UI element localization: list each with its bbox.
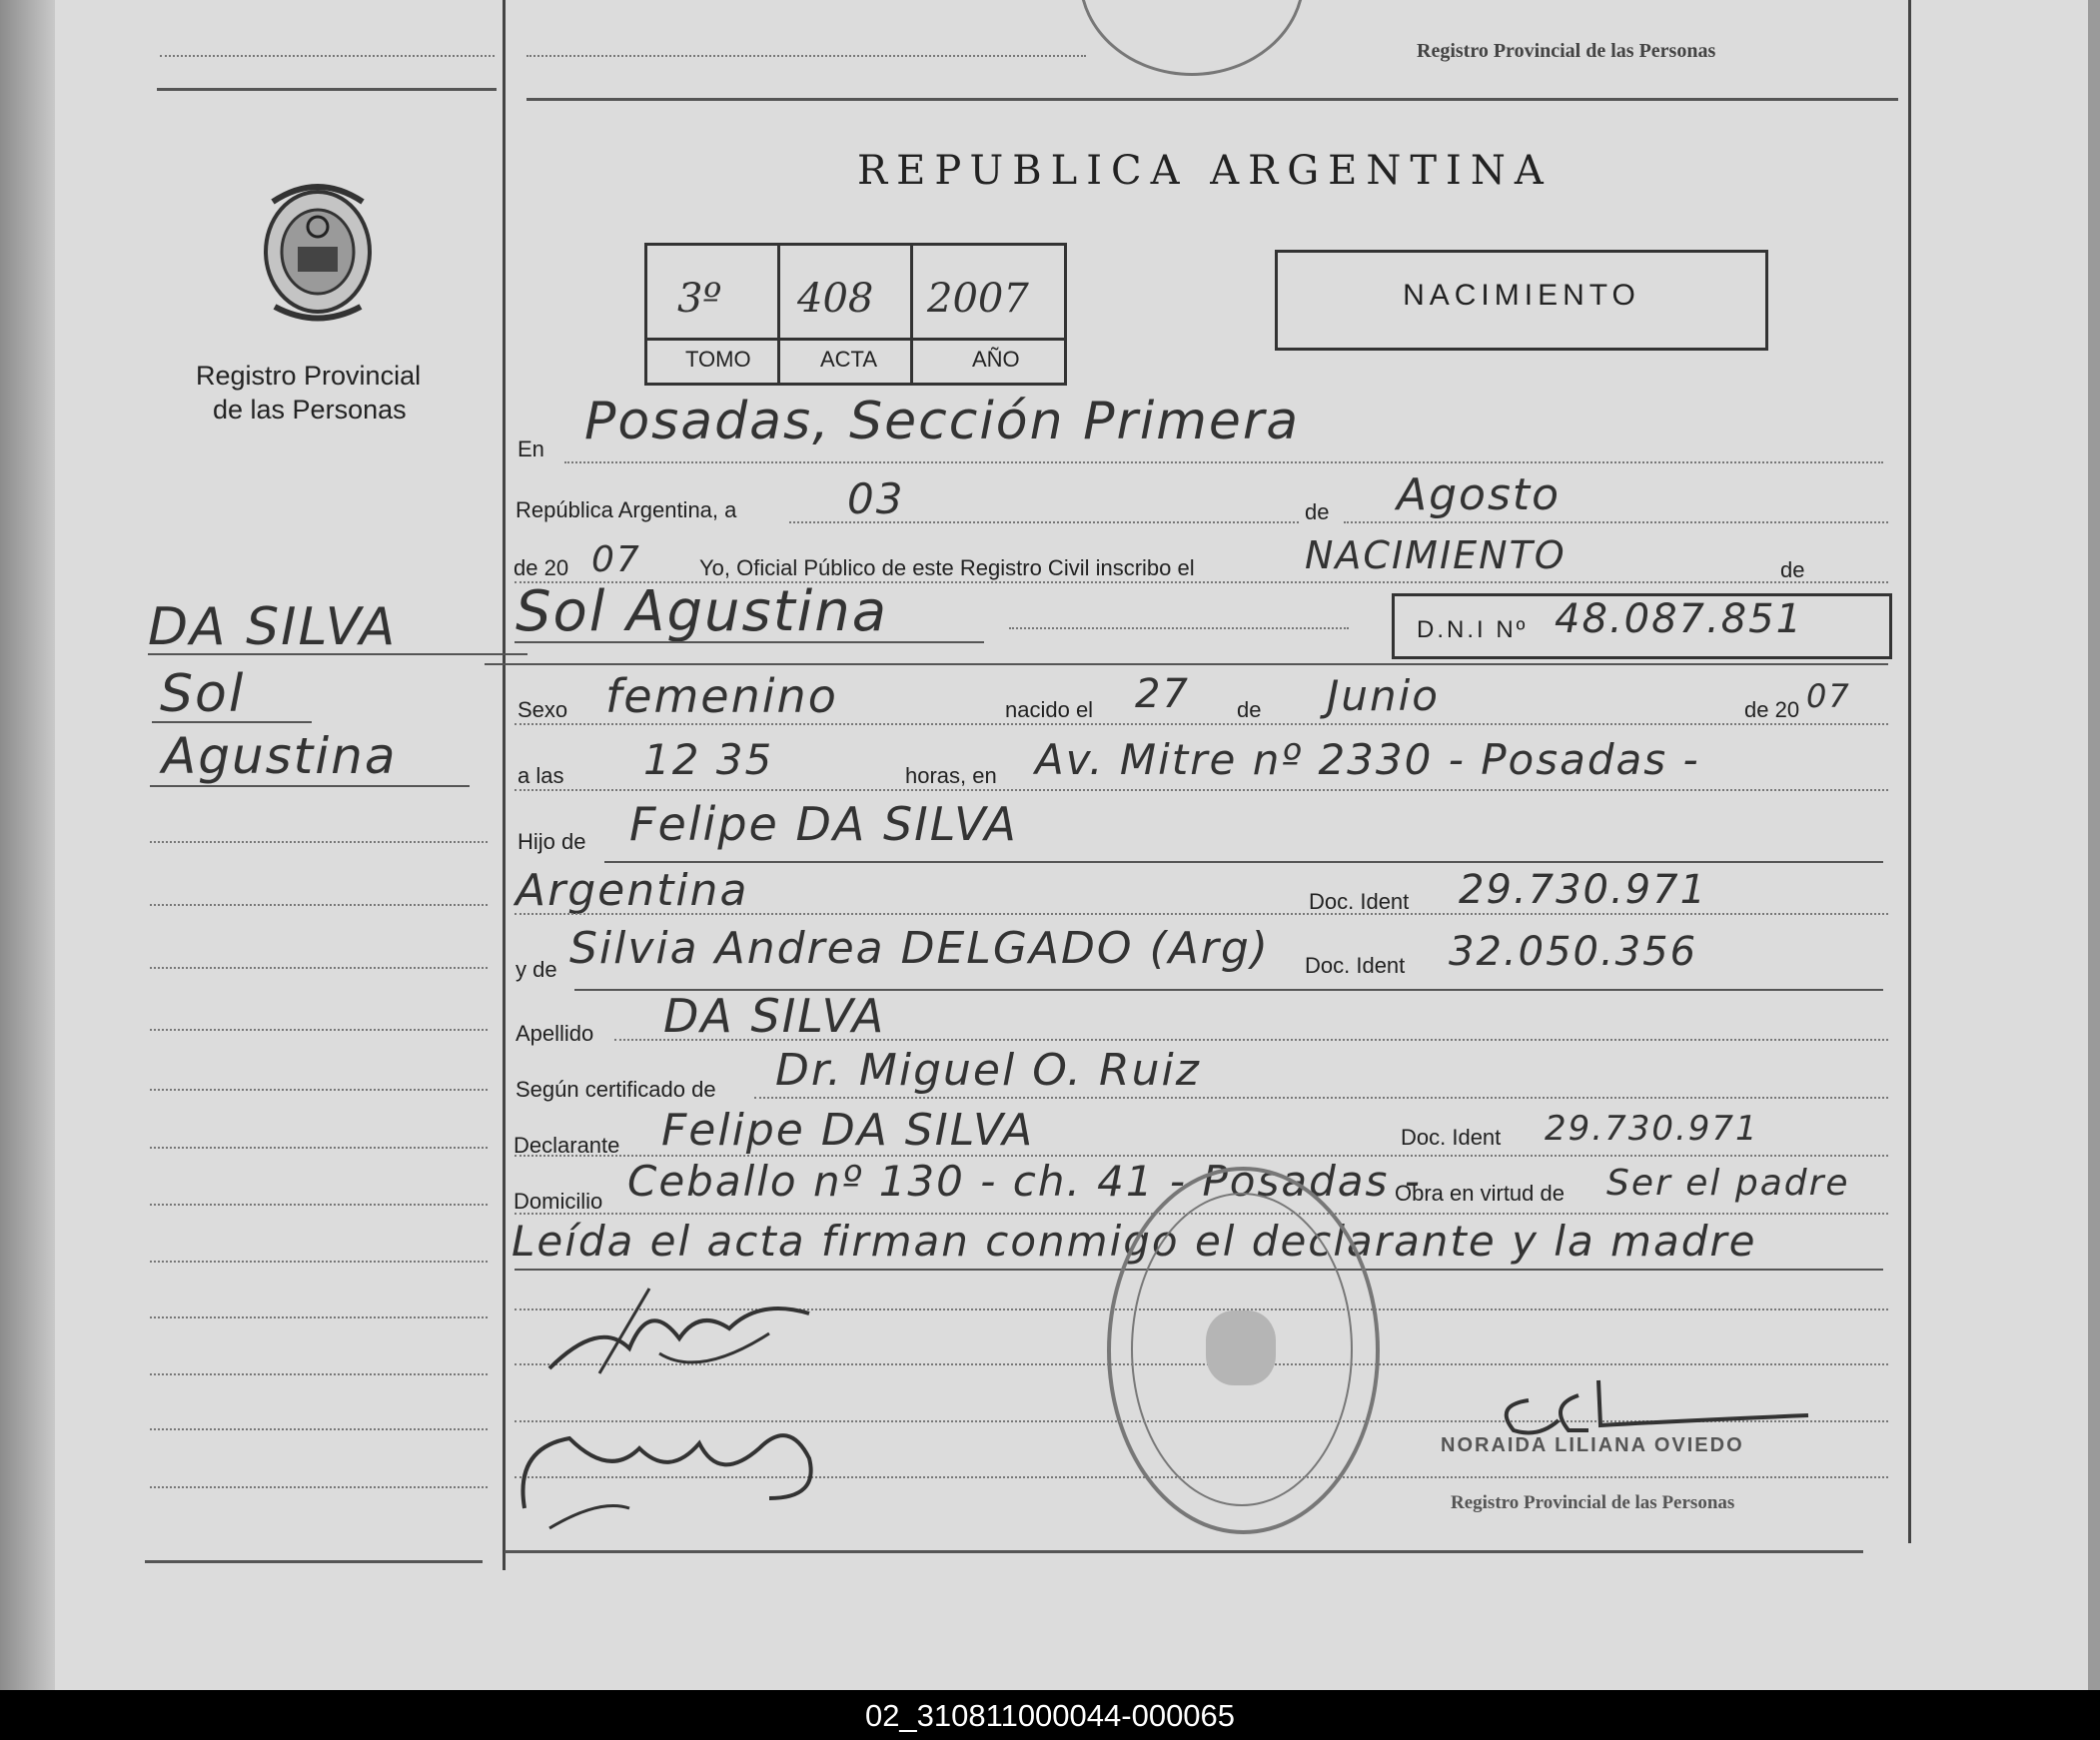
margin-surname-underline xyxy=(148,653,527,655)
registry-name-line1: Registro Provincial xyxy=(196,361,422,391)
obra-label: Obra en virtud de xyxy=(1395,1181,1565,1206)
birth-place-value: Av. Mitre nº 2330 - Posadas - xyxy=(1035,735,1700,784)
birth-year-suffix-value: 07 xyxy=(1806,677,1851,715)
column-divider xyxy=(503,0,506,1570)
mother-doc-label: Doc. Ident xyxy=(1305,953,1406,978)
father-value: Felipe DA SILVA xyxy=(629,797,1018,851)
scan-image-id: 02_310811000044-000065 xyxy=(864,1698,1236,1733)
apellido-value: DA SILVA xyxy=(663,989,886,1043)
page-edge-shadow xyxy=(0,0,55,1690)
margin-middle-name-underline xyxy=(150,785,470,787)
margin-first-name: Sol xyxy=(160,664,246,724)
father-doc-line xyxy=(515,913,1888,915)
apellido-line xyxy=(614,1039,1888,1041)
dni-value: 48.087.851 xyxy=(1555,596,1804,642)
officer-name: NORAIDA LILIANA OVIEDO xyxy=(1441,1434,1744,1456)
apellido-label: Apellido xyxy=(516,1021,594,1046)
father-nationality-value: Argentina xyxy=(516,865,749,916)
top-divider-right xyxy=(526,98,1898,101)
birth-day-value: 27 xyxy=(1135,671,1190,717)
officer-signature xyxy=(1489,1370,1818,1440)
seal-emblem xyxy=(1206,1310,1276,1385)
father-doc-label: Doc. Ident xyxy=(1309,889,1410,914)
margin-surname: DA SILVA xyxy=(148,597,398,657)
left-dotted-line xyxy=(150,1147,488,1149)
sexo-value: femenino xyxy=(605,669,838,723)
declarante-value: Felipe DA SILVA xyxy=(661,1105,1035,1156)
father-doc-value: 29.730.971 xyxy=(1459,867,1708,913)
inscribe-value: NACIMIENTO xyxy=(1305,533,1567,577)
name-section-divider xyxy=(485,663,1888,665)
left-dotted-line xyxy=(150,967,488,969)
certificado-line xyxy=(754,1097,1888,1099)
birth-year-prefix-label: de 20 xyxy=(1744,697,1800,722)
document-type-label: NACIMIENTO xyxy=(1403,279,1640,312)
left-dotted-line xyxy=(150,1029,488,1031)
domicilio-label: Domicilio xyxy=(514,1189,603,1214)
margin-first-name-underline xyxy=(152,721,312,723)
scan-footer-bar xyxy=(0,1690,2100,1740)
child-name-value: Sol Agustina xyxy=(516,579,889,644)
de-label: de xyxy=(1305,499,1330,524)
year-prefix-label: de 20 xyxy=(514,555,569,580)
declarant-signature xyxy=(539,1279,829,1388)
tomo-label: TOMO xyxy=(685,347,751,372)
leida-statement: Leída el acta firman conmigo el declarante y la madre xyxy=(512,1217,1757,1266)
left-dotted-line xyxy=(150,904,488,906)
en-value: Posadas, Sección Primera xyxy=(584,392,1301,451)
de-label-2: de xyxy=(1780,557,1805,582)
left-bottom-line xyxy=(145,1560,483,1563)
mother-value: Silvia Andrea DELGADO (Arg) xyxy=(569,923,1270,974)
child-name-line xyxy=(1009,627,1349,629)
sexo-label: Sexo xyxy=(518,697,568,722)
alas-line xyxy=(515,789,1888,791)
day-line xyxy=(789,521,1299,523)
left-dotted-line xyxy=(150,1428,488,1430)
dni-box xyxy=(1392,593,1892,659)
acta-label: ACTA xyxy=(820,347,878,372)
sexo-line xyxy=(515,723,1888,725)
top-divider-left xyxy=(157,88,497,91)
top-dotted-left xyxy=(160,55,495,57)
declarante-doc-value: 29.730.971 xyxy=(1545,1109,1759,1149)
left-dotted-line xyxy=(150,1373,488,1375)
left-dotted-line xyxy=(150,1204,488,1206)
tomo-value: 3º xyxy=(677,276,722,322)
bottom-line xyxy=(505,1550,1863,1553)
en-label: En xyxy=(518,436,544,461)
hijo-label: Hijo de xyxy=(518,829,586,854)
document-type-box xyxy=(1275,250,1768,351)
record-number-table xyxy=(644,243,1067,386)
alas-label: a las xyxy=(518,763,564,788)
birth-month-value: Junio xyxy=(1327,671,1440,720)
nacido-label: nacido el xyxy=(1005,697,1094,722)
left-dotted-line xyxy=(150,1316,488,1318)
en-line xyxy=(564,461,1883,463)
anio-label: AÑO xyxy=(972,347,1020,372)
registry-name-line2: de las Personas xyxy=(213,395,407,425)
province-crest-logo xyxy=(253,172,383,327)
officer-registry: Registro Provincial de las Personas xyxy=(1451,1492,1735,1513)
dni-label: D.N.I Nº xyxy=(1417,616,1529,643)
left-dotted-line xyxy=(150,1089,488,1091)
year-suffix-value: 07 xyxy=(591,539,641,580)
declarante-label: Declarante xyxy=(514,1133,620,1158)
hijo-line xyxy=(604,861,1883,863)
certificado-value: Dr. Miguel O. Ruiz xyxy=(775,1045,1201,1096)
left-dotted-line xyxy=(150,841,488,843)
mother-signature xyxy=(510,1388,849,1538)
month-line xyxy=(1344,521,1888,523)
table-label-row-line xyxy=(647,338,1064,341)
top-registry-stamp-text: Registro Provincial de las Personas xyxy=(1417,40,1716,62)
left-dotted-line xyxy=(150,1261,488,1263)
oficial-label: Yo, Oficial Público de este Registro Civil inscribo el xyxy=(699,555,1195,580)
top-dotted-right xyxy=(526,55,1086,57)
acta-value: 408 xyxy=(797,276,874,322)
right-border xyxy=(1908,0,1911,1543)
domicilio-value: Ceballo nº 130 - ch. 41 - Posadas - xyxy=(627,1157,1422,1206)
obra-value: Ser el padre xyxy=(1606,1163,1850,1204)
certificado-label: Según certificado de xyxy=(516,1077,716,1102)
horas-label: horas, en xyxy=(905,763,997,788)
de-label-3: de xyxy=(1237,697,1262,722)
country-title: REPUBLICA ARGENTINA xyxy=(857,148,1553,194)
day-value: 03 xyxy=(847,474,905,523)
mother-doc-value: 32.050.356 xyxy=(1449,929,1698,975)
republica-label: República Argentina, a xyxy=(516,497,737,522)
official-seal-stamp xyxy=(1107,1167,1380,1534)
child-name-underline xyxy=(515,641,984,643)
month-value: Agosto xyxy=(1397,469,1562,520)
hour-value: 12 35 xyxy=(643,735,774,784)
anio-value: 2007 xyxy=(927,276,1029,322)
left-dotted-line xyxy=(150,1486,488,1488)
yde-label: y de xyxy=(516,957,557,982)
margin-middle-name: Agustina xyxy=(162,727,398,785)
declarante-doc-label: Doc. Ident xyxy=(1401,1125,1502,1150)
